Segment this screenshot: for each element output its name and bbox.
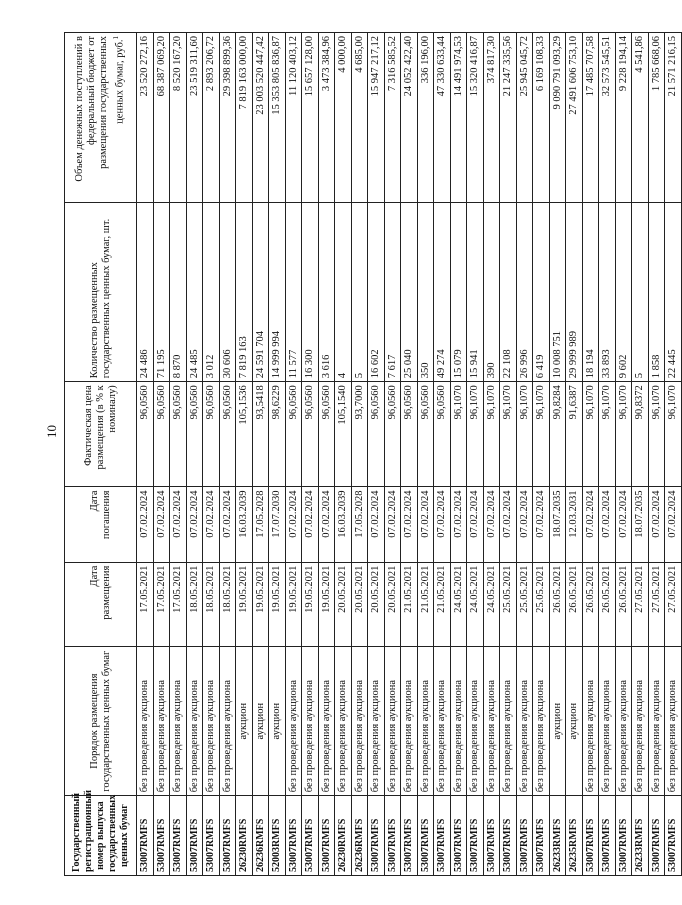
table-row xyxy=(434,33,451,876)
table-row xyxy=(533,33,550,876)
cell-quantity: 49 274 xyxy=(434,203,451,382)
cell-sum: 23 520 272,16 xyxy=(137,33,154,203)
table-row xyxy=(401,33,418,876)
cell-maturity: 07.02.2024 xyxy=(302,487,319,562)
cell-code: 53007RMFS xyxy=(434,796,451,876)
table-row xyxy=(351,33,368,876)
cell-placement-date: 25.05.2021 xyxy=(533,562,550,646)
cell-price: 91,6387 xyxy=(566,382,583,487)
cell-placement-date: 20.05.2021 xyxy=(368,562,385,646)
cell-placement-date: 19.05.2021 xyxy=(285,562,302,646)
cell-quantity: 14 999 994 xyxy=(269,203,286,382)
cell-sum: 15 353 805 836,87 xyxy=(269,33,286,203)
cell-sum: 21 571 216,15 xyxy=(665,33,682,203)
cell-code: 52003RMFS xyxy=(269,796,286,876)
table-row xyxy=(665,33,682,876)
cell-price: 96,0560 xyxy=(170,382,187,487)
cell-sum: 4 541,86 xyxy=(632,33,649,203)
cell-order: без проведения аукциона xyxy=(401,647,418,796)
cell-code: 53007RMFS xyxy=(219,796,236,876)
cell-code: 53007RMFS xyxy=(203,796,220,876)
cell-sum: 8 520 167,20 xyxy=(170,33,187,203)
cell-sum: 15 320 416,87 xyxy=(467,33,484,203)
cell-maturity: 07.02.2024 xyxy=(219,487,236,562)
cell-maturity: 07.02.2024 xyxy=(153,487,170,562)
cell-placement-date: 26.05.2021 xyxy=(566,562,583,646)
cell-sum: 23 003 520 447,42 xyxy=(252,33,269,203)
cell-price: 96,0560 xyxy=(153,382,170,487)
cell-code: 53007RMFS xyxy=(186,796,203,876)
cell-order: без проведения аукциона xyxy=(137,647,154,796)
header-code: Государственный регистрационный номер выпуска государственных ценных бумаг xyxy=(65,796,137,876)
cell-quantity: 18 194 xyxy=(582,203,599,382)
header-maturity: Дата погашения xyxy=(65,487,137,562)
table-body xyxy=(137,33,682,876)
cell-price: 96,1070 xyxy=(467,382,484,487)
cell-order: без проведения аукциона xyxy=(203,647,220,796)
cell-maturity: 07.02.2024 xyxy=(417,487,434,562)
table-row xyxy=(467,33,484,876)
cell-price: 96,0560 xyxy=(434,382,451,487)
cell-sum: 9 228 194,14 xyxy=(615,33,632,203)
header-placement-date: Дата размещения xyxy=(65,562,137,646)
cell-placement-date: 19.05.2021 xyxy=(252,562,269,646)
cell-quantity: 22 108 xyxy=(500,203,517,382)
cell-placement-date: 18.05.2021 xyxy=(219,562,236,646)
cell-placement-date: 25.05.2021 xyxy=(516,562,533,646)
cell-quantity: 30 606 xyxy=(219,203,236,382)
table-row xyxy=(302,33,319,876)
cell-quantity: 4 xyxy=(335,203,352,382)
cell-code: 26230RMFS xyxy=(236,796,253,876)
cell-price: 105,1536 xyxy=(236,382,253,487)
cell-placement-date: 17.05.2021 xyxy=(137,562,154,646)
cell-placement-date: 24.05.2021 xyxy=(467,562,484,646)
cell-code: 26233RMFS xyxy=(632,796,649,876)
cell-maturity: 07.02.2024 xyxy=(483,487,500,562)
cell-price: 96,1070 xyxy=(500,382,517,487)
cell-code: 53007RMFS xyxy=(170,796,187,876)
table-row xyxy=(599,33,616,876)
cell-placement-date: 27.05.2021 xyxy=(632,562,649,646)
cell-sum: 11 120 403,12 xyxy=(285,33,302,203)
cell-placement-date: 26.05.2021 xyxy=(599,562,616,646)
cell-order: аукцион xyxy=(252,647,269,796)
cell-placement-date: 20.05.2021 xyxy=(384,562,401,646)
cell-maturity: 16.03.2039 xyxy=(335,487,352,562)
cell-order: без проведения аукциона xyxy=(483,647,500,796)
cell-code: 53007RMFS xyxy=(500,796,517,876)
cell-quantity: 7 819 163 xyxy=(236,203,253,382)
cell-quantity: 7 617 xyxy=(384,203,401,382)
cell-code: 53007RMFS xyxy=(615,796,632,876)
cell-sum: 29 398 899,36 xyxy=(219,33,236,203)
cell-price: 96,0560 xyxy=(384,382,401,487)
table-row xyxy=(186,33,203,876)
table-row xyxy=(269,33,286,876)
cell-placement-date: 19.05.2021 xyxy=(236,562,253,646)
table-row xyxy=(368,33,385,876)
cell-quantity: 22 445 xyxy=(665,203,682,382)
header-order: Порядок размещения государственных ценных бумаг xyxy=(65,647,137,796)
table-header-row xyxy=(65,33,137,876)
cell-sum: 27 491 606 753,10 xyxy=(566,33,583,203)
cell-sum: 6 169 108,33 xyxy=(533,33,550,203)
cell-quantity: 29 999 989 xyxy=(566,203,583,382)
cell-placement-date: 19.05.2021 xyxy=(318,562,335,646)
cell-placement-date: 21.05.2021 xyxy=(417,562,434,646)
cell-order: без проведения аукциона xyxy=(302,647,319,796)
cell-price: 96,0560 xyxy=(203,382,220,487)
cell-quantity: 9 602 xyxy=(615,203,632,382)
cell-code: 53007RMFS xyxy=(533,796,550,876)
cell-code: 53007RMFS xyxy=(516,796,533,876)
cell-quantity: 5 xyxy=(351,203,368,382)
cell-code: 53007RMFS xyxy=(648,796,665,876)
table-row xyxy=(566,33,583,876)
cell-code: 53007RMFS xyxy=(384,796,401,876)
cell-sum: 24 052 422,40 xyxy=(401,33,418,203)
cell-maturity: 07.02.2024 xyxy=(384,487,401,562)
table-row xyxy=(236,33,253,876)
cell-order: без проведения аукциона xyxy=(467,647,484,796)
cell-maturity: 07.02.2024 xyxy=(434,487,451,562)
cell-quantity: 71 195 xyxy=(153,203,170,382)
cell-quantity: 16 602 xyxy=(368,203,385,382)
cell-order: без проведения аукциона xyxy=(170,647,187,796)
table-row xyxy=(335,33,352,876)
cell-quantity: 3 616 xyxy=(318,203,335,382)
cell-order: без проведения аукциона xyxy=(285,647,302,796)
cell-code: 26230RMFS xyxy=(335,796,352,876)
cell-maturity: 12.03.2031 xyxy=(566,487,583,562)
cell-code: 53007RMFS xyxy=(665,796,682,876)
cell-code: 53007RMFS xyxy=(368,796,385,876)
cell-maturity: 07.02.2024 xyxy=(170,487,187,562)
cell-quantity: 3 012 xyxy=(203,203,220,382)
cell-sum: 374 817,30 xyxy=(483,33,500,203)
cell-price: 96,0560 xyxy=(186,382,203,487)
table-row xyxy=(137,33,154,876)
cell-maturity: 07.02.2024 xyxy=(203,487,220,562)
cell-maturity: 07.02.2024 xyxy=(318,487,335,562)
cell-maturity: 16.03.2039 xyxy=(236,487,253,562)
cell-placement-date: 26.05.2021 xyxy=(615,562,632,646)
cell-order: без проведения аукциона xyxy=(318,647,335,796)
table-row xyxy=(153,33,170,876)
cell-price: 96,1070 xyxy=(665,382,682,487)
cell-sum: 1 785 668,06 xyxy=(648,33,665,203)
table-row xyxy=(500,33,517,876)
cell-price: 96,1070 xyxy=(483,382,500,487)
table-row xyxy=(417,33,434,876)
cell-quantity: 350 xyxy=(417,203,434,382)
cell-code: 53007RMFS xyxy=(401,796,418,876)
cell-maturity: 07.02.2024 xyxy=(615,487,632,562)
cell-order: без проведения аукциона xyxy=(417,647,434,796)
cell-quantity: 8 870 xyxy=(170,203,187,382)
cell-order: без проведения аукциона xyxy=(533,647,550,796)
cell-order: аукцион xyxy=(236,647,253,796)
cell-code: 26235RMFS xyxy=(566,796,583,876)
header-quantity: Количество размещенных государственных ценных бумаг, шт. xyxy=(65,203,137,382)
cell-order: без проведения аукциона xyxy=(368,647,385,796)
cell-placement-date: 20.05.2021 xyxy=(335,562,352,646)
cell-code: 26233RMFS xyxy=(549,796,566,876)
cell-quantity: 16 300 xyxy=(302,203,319,382)
cell-maturity: 18.07.2035 xyxy=(549,487,566,562)
cell-maturity: 07.02.2024 xyxy=(516,487,533,562)
table-row xyxy=(615,33,632,876)
cell-sum: 15 657 128,00 xyxy=(302,33,319,203)
cell-price: 96,1070 xyxy=(450,382,467,487)
header-sum-text: Объем денежных поступлений в федеральный бюджет от размещения государственных ценных бумаг, руб. xyxy=(74,36,126,182)
cell-price: 96,0560 xyxy=(401,382,418,487)
cell-sum: 3 473 384,96 xyxy=(318,33,335,203)
cell-placement-date: 17.05.2021 xyxy=(153,562,170,646)
cell-sum: 17 485 707,58 xyxy=(582,33,599,203)
cell-placement-date: 24.05.2021 xyxy=(483,562,500,646)
cell-order: без проведения аукциона xyxy=(632,647,649,796)
cell-quantity: 24 591 704 xyxy=(252,203,269,382)
cell-quantity: 11 577 xyxy=(285,203,302,382)
table-row xyxy=(549,33,566,876)
cell-order: без проведения аукциона xyxy=(615,647,632,796)
cell-sum: 9 090 791 093,29 xyxy=(549,33,566,203)
table-row xyxy=(516,33,533,876)
cell-price: 96,1070 xyxy=(615,382,632,487)
cell-quantity: 15 079 xyxy=(450,203,467,382)
cell-quantity: 390 xyxy=(483,203,500,382)
cell-sum: 7 819 163 000,00 xyxy=(236,33,253,203)
cell-placement-date: 21.05.2021 xyxy=(401,562,418,646)
cell-code: 53007RMFS xyxy=(450,796,467,876)
cell-maturity: 07.02.2024 xyxy=(450,487,467,562)
cell-code: 53007RMFS xyxy=(153,796,170,876)
cell-placement-date: 18.05.2021 xyxy=(186,562,203,646)
table-row xyxy=(384,33,401,876)
cell-price: 93,5418 xyxy=(252,382,269,487)
cell-maturity: 17.05.2028 xyxy=(351,487,368,562)
cell-quantity: 5 xyxy=(632,203,649,382)
table-row xyxy=(632,33,649,876)
cell-price: 96,0560 xyxy=(318,382,335,487)
table-row xyxy=(318,33,335,876)
cell-maturity: 07.02.2024 xyxy=(582,487,599,562)
header-price: Фактическая цена размещения (в % к номиналу) xyxy=(65,382,137,487)
cell-quantity: 26 996 xyxy=(516,203,533,382)
cell-price: 96,1070 xyxy=(533,382,550,487)
securities-placement-table xyxy=(64,32,682,876)
table-row xyxy=(582,33,599,876)
cell-placement-date: 25.05.2021 xyxy=(500,562,517,646)
cell-order: без проведения аукциона xyxy=(335,647,352,796)
table-row xyxy=(170,33,187,876)
cell-price: 90,8372 xyxy=(632,382,649,487)
page-number: 10 xyxy=(44,425,59,438)
cell-order: без проведения аукциона xyxy=(500,647,517,796)
cell-quantity: 33 893 xyxy=(599,203,616,382)
cell-order: без проведения аукциона xyxy=(351,647,368,796)
table-row xyxy=(252,33,269,876)
cell-price: 90,8284 xyxy=(549,382,566,487)
cell-maturity: 07.02.2024 xyxy=(648,487,665,562)
cell-maturity: 07.02.2024 xyxy=(467,487,484,562)
cell-quantity: 6 419 xyxy=(533,203,550,382)
cell-quantity: 1 858 xyxy=(648,203,665,382)
cell-order: аукцион xyxy=(566,647,583,796)
table-row xyxy=(450,33,467,876)
cell-placement-date: 19.05.2021 xyxy=(302,562,319,646)
cell-code: 53007RMFS xyxy=(318,796,335,876)
cell-placement-date: 27.05.2021 xyxy=(665,562,682,646)
cell-quantity: 25 040 xyxy=(401,203,418,382)
cell-order: без проведения аукциона xyxy=(434,647,451,796)
cell-sum: 14 491 974,53 xyxy=(450,33,467,203)
cell-maturity: 07.02.2024 xyxy=(137,487,154,562)
cell-code: 26236RMFS xyxy=(252,796,269,876)
cell-placement-date: 24.05.2021 xyxy=(450,562,467,646)
cell-sum: 25 945 045,72 xyxy=(516,33,533,203)
cell-order: без проведения аукциона xyxy=(648,647,665,796)
cell-quantity: 10 008 751 xyxy=(549,203,566,382)
cell-order: без проведения аукциона xyxy=(599,647,616,796)
cell-order: без проведения аукциона xyxy=(582,647,599,796)
cell-placement-date: 19.05.2021 xyxy=(269,562,286,646)
cell-price: 98,6229 xyxy=(269,382,286,487)
cell-price: 105,1540 xyxy=(335,382,352,487)
cell-placement-date: 26.05.2021 xyxy=(549,562,566,646)
cell-sum: 4 685,00 xyxy=(351,33,368,203)
cell-maturity: 17.05.2028 xyxy=(252,487,269,562)
cell-placement-date: 18.05.2021 xyxy=(203,562,220,646)
cell-order: без проведения аукциона xyxy=(186,647,203,796)
cell-order: аукцион xyxy=(549,647,566,796)
cell-placement-date: 20.05.2021 xyxy=(351,562,368,646)
table-row xyxy=(203,33,220,876)
cell-order: без проведения аукциона xyxy=(665,647,682,796)
header-sum xyxy=(65,33,137,203)
cell-code: 53007RMFS xyxy=(302,796,319,876)
cell-sum: 336 196,00 xyxy=(417,33,434,203)
cell-quantity: 24 485 xyxy=(186,203,203,382)
cell-placement-date: 27.05.2021 xyxy=(648,562,665,646)
cell-code: 53007RMFS xyxy=(467,796,484,876)
cell-sum: 2 893 206,72 xyxy=(203,33,220,203)
cell-sum: 32 573 545,51 xyxy=(599,33,616,203)
cell-price: 96,1070 xyxy=(648,382,665,487)
cell-order: без проведения аукциона xyxy=(384,647,401,796)
cell-order: без проведения аукциона xyxy=(450,647,467,796)
cell-code: 53007RMFS xyxy=(417,796,434,876)
cell-order: без проведения аукциона xyxy=(516,647,533,796)
cell-sum: 4 000,00 xyxy=(335,33,352,203)
cell-maturity: 07.02.2024 xyxy=(186,487,203,562)
cell-placement-date: 17.05.2021 xyxy=(170,562,187,646)
cell-order: без проведения аукциона xyxy=(153,647,170,796)
cell-code: 53007RMFS xyxy=(137,796,154,876)
cell-price: 96,1070 xyxy=(516,382,533,487)
table-row xyxy=(285,33,302,876)
footnote-mark: 1 xyxy=(112,36,121,40)
cell-maturity: 18.07.2035 xyxy=(632,487,649,562)
cell-code: 26236RMFS xyxy=(351,796,368,876)
cell-maturity: 07.02.2024 xyxy=(285,487,302,562)
cell-price: 93,7000 xyxy=(351,382,368,487)
table-row xyxy=(648,33,665,876)
cell-price: 96,0560 xyxy=(219,382,236,487)
cell-code: 53007RMFS xyxy=(599,796,616,876)
cell-price: 96,0560 xyxy=(417,382,434,487)
cell-sum: 47 330 633,44 xyxy=(434,33,451,203)
cell-code: 53007RMFS xyxy=(285,796,302,876)
cell-maturity: 07.02.2024 xyxy=(368,487,385,562)
cell-quantity: 15 941 xyxy=(467,203,484,382)
cell-price: 96,0560 xyxy=(137,382,154,487)
cell-price: 96,0560 xyxy=(285,382,302,487)
cell-price: 96,1070 xyxy=(582,382,599,487)
cell-sum: 23 519 311,60 xyxy=(186,33,203,203)
cell-code: 53007RMFS xyxy=(582,796,599,876)
cell-sum: 68 387 069,20 xyxy=(153,33,170,203)
cell-placement-date: 26.05.2021 xyxy=(582,562,599,646)
cell-price: 96,0560 xyxy=(368,382,385,487)
cell-sum: 15 947 217,12 xyxy=(368,33,385,203)
cell-placement-date: 21.05.2021 xyxy=(434,562,451,646)
cell-maturity: 07.02.2024 xyxy=(401,487,418,562)
cell-maturity: 07.02.2024 xyxy=(665,487,682,562)
cell-maturity: 17.07.2030 xyxy=(269,487,286,562)
cell-sum: 21 247 335,56 xyxy=(500,33,517,203)
cell-maturity: 07.02.2024 xyxy=(500,487,517,562)
cell-sum: 7 316 585,52 xyxy=(384,33,401,203)
cell-order: без проведения аукциона xyxy=(219,647,236,796)
cell-code: 53007RMFS xyxy=(483,796,500,876)
table-row xyxy=(483,33,500,876)
cell-maturity: 07.02.2024 xyxy=(533,487,550,562)
table-row xyxy=(219,33,236,876)
cell-maturity: 07.02.2024 xyxy=(599,487,616,562)
rotated-table-container xyxy=(64,32,679,876)
cell-price: 96,0560 xyxy=(302,382,319,487)
cell-order: аукцион xyxy=(269,647,286,796)
cell-quantity: 24 486 xyxy=(137,203,154,382)
cell-price: 96,1070 xyxy=(599,382,616,487)
